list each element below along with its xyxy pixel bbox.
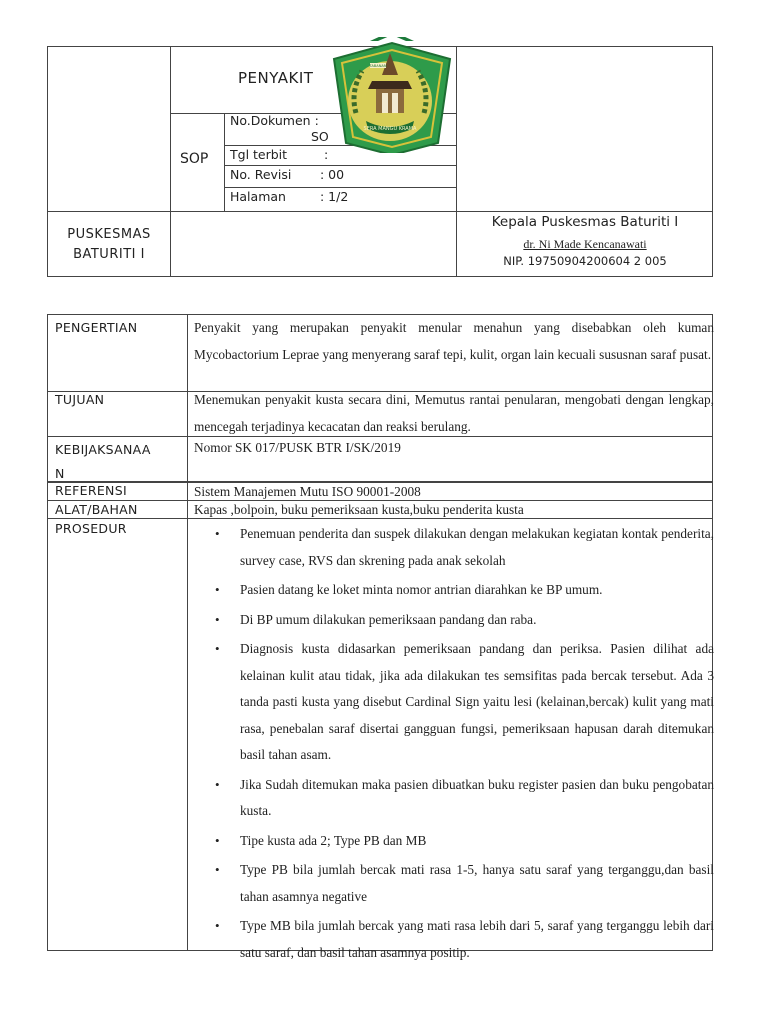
head-title: Kepala Puskesmas Baturiti I <box>491 214 679 230</box>
doc-number-label: No.Dokumen : <box>230 113 319 128</box>
divider <box>187 315 188 950</box>
divider <box>224 165 456 166</box>
text-tujuan: Menemukan penyakit kusta secara dini, Memutus rantai penularan, mengobati dengan lengkap, mencegah terjadinya kecacatan dan reaksi berulang. <box>194 392 714 434</box>
text-kebijaksanaan: Nomor SK 017/PUSK BTR I/SK/2019 <box>194 440 401 455</box>
head-name: dr. Ni Made Kencanawati <box>523 237 647 251</box>
label-referensi: REFERENSI <box>55 483 127 498</box>
document-title: PENYAKIT <box>238 69 314 87</box>
label-kebijaksanaan: KEBIJAKSANAA N <box>55 442 151 481</box>
label-alat-bahan: ALAT/BAHAN <box>55 502 138 517</box>
sop-header <box>47 46 713 277</box>
doc-number-fragment: SO <box>311 129 329 144</box>
divider <box>170 47 171 276</box>
text-pengertian: Penyakit yang merupakan penyakit menular menahun yang disebabkan oleh kuman Mycobactorium Leprae yang menyerang saraf tepi, kulit, organ lain kecuali sususnan saraf pusat. <box>194 320 714 362</box>
divider <box>224 187 456 188</box>
logo-motto-text: SERA MANGU KRAMA <box>363 126 417 132</box>
list-item: • Diagnosis kusta didasarkan pemeriksaan pandang dan periksa. Pasien dilihat ada kelainan kulit atau tidak, jika ada dilakukan tes semsifitas pada bercak tersebut. Ada 3 tanda pasti kusta yang disebut Cardinal Sign yaitu lesi (kelainan,bercak) kulit yang mati rasa, penebalan saraf disertai gangguan fungsi, pemeriksaan hapusan darah ditemukan basil tahan asam. <box>194 636 714 769</box>
procedure-list <box>194 521 714 969</box>
label-tujuan: TUJUAN <box>55 392 105 407</box>
regency-logo <box>326 37 458 153</box>
revision-value: : 00 <box>320 167 345 182</box>
issue-date-label: Tgl terbit <box>230 147 288 162</box>
revision-label: No. Revisi <box>230 167 292 182</box>
text-referensi: Sistem Manajemen Mutu ISO 90001-2008 <box>194 484 421 499</box>
sop-content-table <box>47 314 714 960</box>
divider <box>224 113 225 211</box>
label-prosedur: PROSEDUR <box>55 521 127 536</box>
page-value: : 1/2 <box>320 189 349 204</box>
list-item: • Type PB bila jumlah bercak mati rasa 1-5, hanya satu saraf yang terganggu,dan basil tahan asamnya negative <box>194 857 714 910</box>
logo-ribbon-text: TABANAN <box>369 64 387 68</box>
list-item: • Jika Sudah ditemukan maka pasien dibuatkan buku register pasien dan buku pengobatan kusta. <box>194 772 714 825</box>
list-item: • Di BP umum dilakukan pemeriksaan pandang dan raba. <box>194 607 714 634</box>
list-item: • Penemuan penderita dan suspek dilakukan dengan melakukan kegiatan kontak penderita, survey case, RVS dan skrening pada anak sekolah <box>194 521 714 574</box>
sop-label: SOP <box>180 151 209 167</box>
text-alat-bahan: Kapas ,bolpoin, buku pemeriksaan kusta,buku penderita kusta <box>194 502 524 517</box>
list-item: • Type MB bila jumlah bercak yang mati rasa lebih dari 5, saraf yang terganggu lebih dari satu saraf, dan basil tahan asamnya positip. <box>194 913 714 966</box>
head-nip: NIP. 19750904200604 2 005 <box>503 254 667 268</box>
label-pengertian: PENGERTIAN <box>55 320 138 335</box>
divider <box>48 211 712 212</box>
list-item: • Tipe kusta ada 2; Type PB dan MB <box>194 828 714 855</box>
issue-date-value: : <box>324 147 329 162</box>
organization-name: PUSKESMAS BATURITI I <box>67 227 151 262</box>
page-label: Halaman <box>230 189 286 204</box>
list-item: • Pasien datang ke loket minta nomor antrian diarahkan ke BP umum. <box>194 577 714 604</box>
